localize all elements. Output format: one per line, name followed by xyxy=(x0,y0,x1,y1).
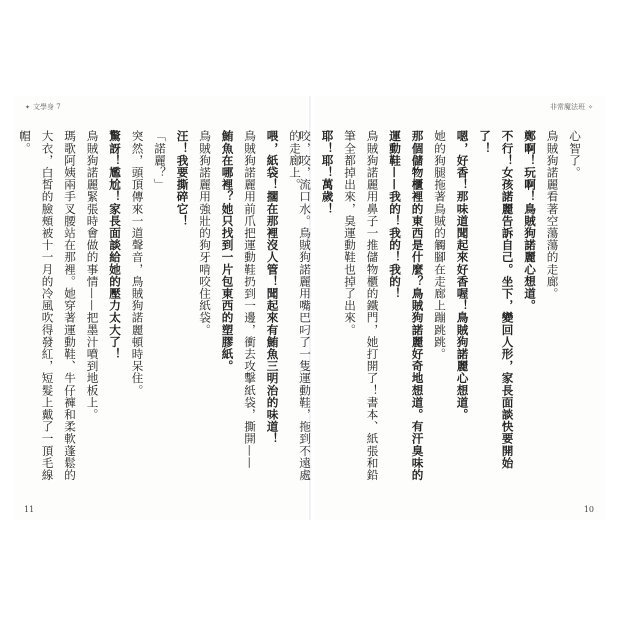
header-star-icon: ✧ xyxy=(587,104,593,111)
right-header-text: 非常魔法班 xyxy=(549,103,585,111)
left-page-paragraph: 喂，紙袋！擱在那裡沒人管！聞起來有鮪魚三明治的味道！ xyxy=(265,130,280,445)
right-page-paragraph: 心智了。 xyxy=(568,130,582,179)
left-page-paragraph: 鳥賊狗諾麗用前爪把運動鞋扔到一邊，衝去攻擊紙袋，撕開—— xyxy=(243,130,257,469)
header-mark-icon: ✦ xyxy=(25,104,31,111)
left-page-paragraph: 突然，頭頂傳來一道聲音，鳥賊狗諾麗頓時呆住。 xyxy=(130,130,145,397)
right-page-paragraph: 咬，咬，流口水。鳥賊狗諾麗用嘴巴叼了一隻運動鞋，拖到不遠處 xyxy=(298,130,312,481)
right-page-body xyxy=(298,130,586,485)
right-page-paragraph: 鳥賊狗諾麗用鼻子一推儲物櫃的鐵門，她打開了！書本、紙張和鉛筆全都掉出來，臭運動鞋也掉了出來。 xyxy=(343,130,380,481)
right-page-paragraph: 嗯，好香！那味道聞起來好香喔！鳥賊狗諾麗心想道。 xyxy=(455,130,470,421)
right-page-number: 10 xyxy=(583,505,594,514)
left-page-header xyxy=(22,102,61,112)
right-page-header xyxy=(550,102,596,112)
left-page-number: 11 xyxy=(24,505,35,514)
left-page xyxy=(14,96,306,520)
right-page-paragraph: 不行！女孩諾麗告訴自己。坐下，變回人形，家長面談快要開始了！ xyxy=(478,130,515,469)
left-page-paragraph: 汪！我要撕碎它！ xyxy=(175,130,190,227)
right-page-paragraph: 鳥賊狗諾麗看著空蕩蕩的走廊。 xyxy=(545,130,560,300)
left-page-paragraph: 鳥賊狗諾麗用強壯的狗牙啃咬住紙袋。 xyxy=(198,130,212,336)
left-page-paragraph: 鮪魚在哪裡？她只找到一片包東西的塑膠紙。 xyxy=(220,130,235,372)
left-header-text: 文學身 7 xyxy=(33,103,61,111)
right-page-paragraph: 那個儲物櫃裡的東西是什麼？鳥賊狗諾麗好奇地想道。有汗臭味的運動鞋——我的！我的！我的！ xyxy=(388,130,425,481)
left-page-paragraph: 「諾麗？」 xyxy=(153,130,167,191)
left-page-body xyxy=(18,130,306,485)
right-page-paragraph: 鄭啊！玩啊！鳥賊狗諾麗心想道。 xyxy=(523,130,537,312)
left-page-paragraph: 鳥賊狗諾麗緊張時會做的事情——把墨汁噴到地板上。 xyxy=(85,130,100,421)
right-page xyxy=(298,96,606,520)
right-page-paragraph: 她的狗腿拖著鳥賊的觸腳在走廊上蹦跳跳。 xyxy=(433,130,447,360)
left-page-paragraph: 的走廊上。 xyxy=(288,130,302,191)
left-page-paragraph: 瑪歌阿姨兩手叉腰站在那裡。她穿著運動鞋、牛仔褲和柔軟蓬鬆的大衣，白皙的臉頰被十一月的冷風吹得發紅，短髮上戴了一頂毛線帽。 xyxy=(18,130,77,481)
left-page-paragraph: 驚訝！尷尬！家長面談給她的壓力太大了！ xyxy=(108,130,122,360)
right-page-paragraph: 耶！耶！萬歲！ xyxy=(320,130,335,215)
